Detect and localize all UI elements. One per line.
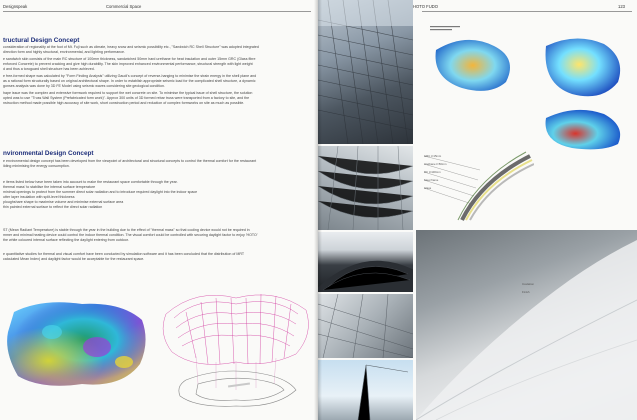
thermal-heatmap-diagram	[2, 292, 152, 397]
body-line: ilding minimising the energy consumption.	[3, 164, 70, 168]
simulation-diagrams	[426, 22, 631, 152]
body-line: consideration of regionality at the foot of Mt. Fuji such as climate, heavy snow and seismic possibility etc., "Sandwich RC Shell Structure" was adopted integrated	[3, 45, 259, 49]
body-line: hape issue was the complex and extensive formwork required to support the wet concrete on site. To minimise the typical issue of shell structure, the solution	[3, 91, 253, 95]
book-gutter	[314, 0, 322, 420]
construction-photo-dome	[318, 232, 413, 292]
shell-callout: Insulation	[522, 282, 534, 286]
header-rule	[3, 11, 311, 12]
header-project: HOTO FUDO	[413, 4, 439, 9]
body-line: d and thus a toroguard shell structure has been achieved.	[3, 67, 95, 71]
body-line: nstruction method made possible high accuracy of site work, short construction period and reduction of complex formworks on site as much as possible.	[3, 101, 245, 105]
wall-callout: GRC t=15mm	[424, 154, 442, 158]
wireframe-shell-diagram	[156, 284, 316, 416]
shell-callout: Finish	[522, 290, 530, 294]
wall-section-diagram	[422, 150, 534, 222]
body-line: thermal mass' to stabilise the internal surface temperature	[3, 185, 96, 189]
wall-callout: Glass	[424, 186, 432, 190]
body-line: calculated Mean Index) and daylight factor would be acceptable for the restaurant space.	[3, 257, 145, 261]
construction-photo-rebar	[318, 0, 413, 144]
body-line: enforced Concrete) to prevent cracking and give high durability. The skin improved enhanced environmental performance, structural strength with light weight	[3, 62, 253, 66]
header-section: Commercial Space	[106, 4, 142, 9]
body-line: e quantitative studies for thermal and visual comfort have been conducted by simulation software and it has been concluded that the distribution of MRT	[3, 252, 245, 256]
construction-photo-formwork	[318, 146, 413, 230]
finished-shell-photo	[416, 230, 637, 420]
body-line: e environmental design concept has been developed from the viewpoint of architectural and structural concepts to control the thermal comfort for the restaurant	[3, 159, 257, 163]
body-line: opted was to use "Truss Wall System (Prefabricated form work)". Approx 300 units of 3D formed rebar truss were transported from a factory to site, and the	[3, 96, 250, 100]
body-line: the white coloured internal surface reflecting the daylight entering from outdoor.	[3, 238, 129, 242]
body-line: as a rational form structurally based on original architectural shape. In order to establish appropriate seismic load for the complicated shell structure, a dynamic	[3, 79, 256, 83]
body-line: thin painted external surface to reflect the direct solar radiation	[3, 205, 103, 209]
environmental-title: nvironmental Design Concept	[3, 150, 94, 157]
construction-photo-closeup	[318, 294, 413, 358]
body-line: e free-formed shape was calculated by "Form Finding Analysis" utilizing Gaudi's concept of reverse-hanging to minimise the strain energy in the shell plane and	[3, 74, 257, 78]
wall-callout: Urethane t=50mm	[424, 162, 447, 166]
wall-callout: RC t=100mm	[424, 170, 441, 174]
body-line: gonses analysis was done by 3D FE Model using seismic waves considering site geological condition.	[3, 84, 166, 88]
wall-callout: Steel frame	[424, 178, 439, 182]
structural-title: tructural Design Concept	[3, 37, 80, 44]
body-line: utter layer insulation with split-level thickness	[3, 195, 75, 199]
body-line: mmer and minimal heating device could control the indoor thermal condition. The visual comfort could be controlled with securing daylight factor to enjoy 'HOTO'	[3, 233, 258, 237]
body-line: e items listed below have been taken into account to make the restaurant space comfortable through the year.	[3, 180, 178, 184]
right-page	[318, 0, 637, 420]
header-rule	[422, 11, 632, 12]
body-line: minimal openings to protect from the summer direct solar radiation and to introduce required daylight into the indoor space	[3, 190, 198, 194]
construction-photo-crane	[318, 360, 413, 420]
body-line: direction form and highly structural, environmental, and lighting performance.	[3, 50, 126, 54]
body-line: e sandwich skin consists of the main RC structure of 100mm thickness, sandwiched 50mm hard urethane for heat insulation and outer 15mm GRC (Glass fibre	[3, 57, 256, 61]
header-brand: Designspeak	[3, 4, 28, 9]
body-line: ploughshare shape to maximise volume and minimise external surface area	[3, 200, 124, 204]
left-page	[0, 0, 318, 420]
page-number: 123	[618, 4, 625, 9]
body-line: ST (Mean Radiant Temperature) is stable through the year in the building due to the effect of "thermal mass" so that cooling device would not be required in	[3, 228, 250, 232]
